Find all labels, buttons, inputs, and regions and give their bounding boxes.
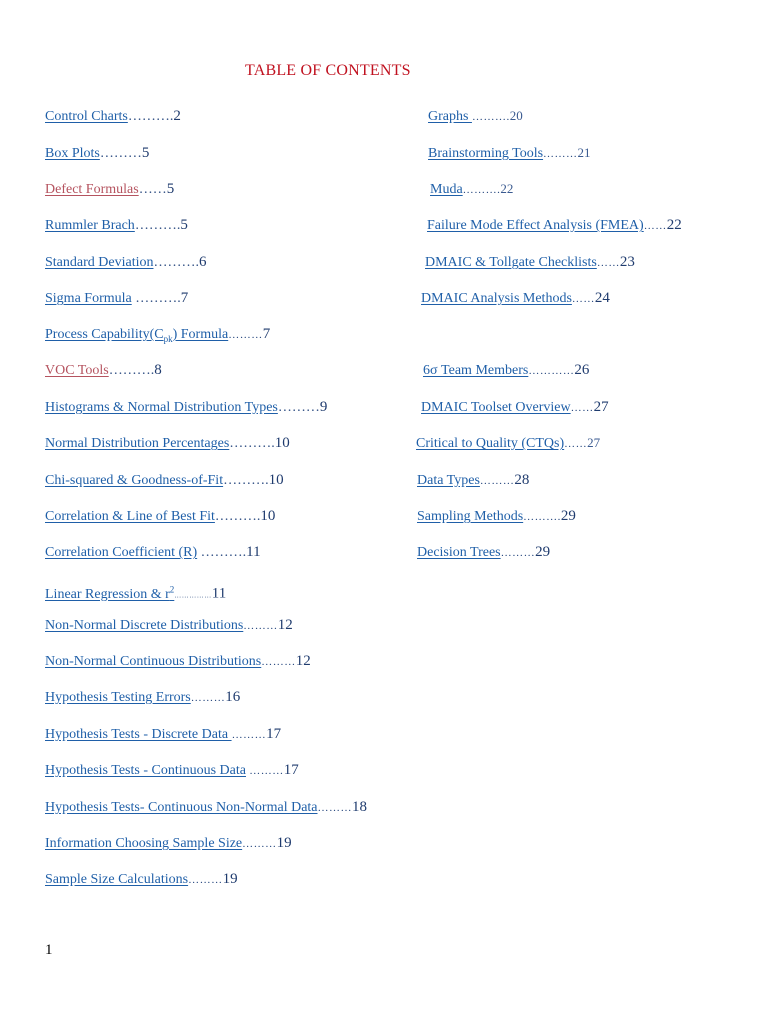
leader-dots: ……… [242,838,277,850]
toc-entry-defect-formulas [45,180,174,199]
leader-dots: ……… [99,146,142,161]
leader-dots: ………. [223,473,269,488]
leader-dots: …… [571,293,595,305]
toc-link[interactable]: Defect Formulas [45,182,139,197]
leader-dots: …… [564,438,588,450]
leader-dots: ………. [462,184,501,196]
page-ref: 20 [509,108,523,123]
toc-entry-rummler-brach [45,216,188,235]
toc-link[interactable]: Hypothesis Testing Errors [45,690,191,705]
toc-link[interactable]: Non-Normal Continuous Distributions [45,654,262,669]
toc-link[interactable]: Muda [430,182,463,197]
page-number: 1 [45,942,53,958]
page-ref: 7 [262,326,271,342]
leader-dots: ………. [134,218,181,233]
toc-entry-hypothesis-non-normal [45,798,367,817]
toc-entry-non-normal-discrete [45,616,293,635]
toc-link[interactable]: Information Choosing Sample Size [45,836,243,851]
page-ref: 21 [577,145,591,160]
toc-link[interactable]: Failure Mode Effect Analysis (FMEA) [427,218,644,233]
toc-entry-chi-squared [45,471,284,490]
page-ref: 2 [173,108,181,124]
toc-link-text: Linear Regression & r [45,586,170,602]
leader-dots: ……… [190,692,226,704]
toc-entry-normal-distribution-percentages [45,434,290,453]
toc-link[interactable] [45,584,175,602]
page-ref: 6 [198,254,207,270]
toc-link[interactable]: Hypothesis Tests - Continuous Data [45,763,246,778]
toc-entry-correlation-coefficient [45,543,261,562]
leader-dots: ………. [523,511,561,523]
page-ref: 28 [514,472,530,488]
page-ref: 11 [246,544,261,560]
toc-link-text: ) Formula [172,327,229,342]
toc-link[interactable]: Chi-squared & Goodness-of-Fit [45,473,224,488]
toc-entry-graphs [428,107,523,126]
page-ref: 17 [283,762,299,778]
toc-link[interactable]: Control Charts [45,109,128,124]
page-ref: 23 [619,254,635,270]
toc-entry-fmea [427,216,682,235]
page-ref: 18 [352,799,368,815]
toc-entry-non-normal-continuous [45,652,311,671]
leader-dots: ……… [543,148,578,160]
leader-dots: ……… [231,729,267,741]
leader-dots: ……… [261,656,296,668]
leader-dots: ……… [245,765,284,777]
leader-dots: ………… [528,365,575,377]
toc-entry-sampling-methods [417,507,576,526]
page-ref: 10 [260,508,276,524]
toc-entry-ctqs [416,434,600,453]
toc-entry-standard-deviation [45,253,206,272]
leader-dots: ……… [277,400,320,415]
page-ref: 22 [666,217,682,233]
page-ref: 11 [211,585,227,602]
leader-dots: ………. [214,509,261,524]
toc-entry-brainstorming-tools [428,144,591,163]
toc-link[interactable]: 6σ Team Members [423,363,529,378]
leader-dots: ……… [479,475,515,487]
leader-dots: ……… [188,874,223,886]
toc-link[interactable]: DMAIC Analysis Methods [421,291,572,306]
toc-entry-linear-regression [45,580,226,605]
toc-link[interactable]: Box Plots [45,146,100,161]
leader-dots: …… [596,257,620,269]
toc-link[interactable]: Hypothesis Tests - Discrete Data [45,727,232,742]
toc-link[interactable]: Hypothesis Tests- Continuous Non-Normal Data [45,800,318,815]
toc-entry-process-capability [45,325,270,348]
page-ref: 22 [500,181,514,196]
toc-link[interactable]: Histograms & Normal Distribution Types [45,400,278,415]
page-ref: 19 [276,835,292,851]
toc-entry-dmaic-toolset [421,398,609,417]
leader-dots: …… [570,402,594,414]
toc-link[interactable]: Correlation Coefficient (R) [45,545,198,560]
toc-link[interactable]: Brainstorming Tools [428,146,544,161]
page-ref: 27 [593,399,609,415]
toc-link[interactable]: Sampling Methods [417,509,524,524]
toc-entry-decision-trees [417,543,550,562]
leader-dots: ………. [127,109,174,124]
page-ref: 5 [166,181,175,197]
subscript: pk [163,333,173,344]
leader-dots: ……… [243,620,278,632]
leader-dots: ………. [108,363,155,378]
page-ref: 29 [560,508,576,524]
leader-dots: ………. [131,291,181,306]
page-ref: 8 [154,362,162,378]
toc-entry-histograms [45,398,327,417]
superscript: 2 [169,584,175,594]
leader-dots: ………. [197,545,247,560]
toc-link[interactable]: Data Types [417,473,480,488]
toc-entry-dmaic-analysis [421,289,610,308]
toc-link-text: Process Capability(C [45,327,164,342]
toc-link[interactable]: Non-Normal Discrete Distributions [45,618,244,633]
toc-entry-control-charts [45,107,181,126]
page-ref: 17 [266,726,282,742]
leader-dots: …………… [174,591,212,600]
leader-dots: ……… [228,329,263,341]
toc-link[interactable]: Correlation & Line of Best Fit [45,509,215,524]
page-ref: 10 [274,435,290,451]
toc-link[interactable]: Sample Size Calculations [45,872,189,887]
toc-link[interactable] [45,327,228,342]
leader-dots: ………. [471,111,510,123]
toc-entry-voc-tools [45,361,162,380]
page-ref: 5 [141,145,150,161]
leader-dots: ………. [229,436,275,451]
page-ref: 16 [225,689,241,705]
page-ref: 12 [277,617,293,633]
toc-link[interactable]: Critical to Quality (CTQs) [416,436,565,451]
toc-entry-box-plots [45,144,149,163]
page-ref: 27 [587,435,601,450]
toc-link[interactable]: Rummler Brach [45,218,135,233]
toc-entry-hypothesis-discrete [45,725,281,744]
toc-link[interactable]: Graphs [428,109,472,124]
toc-link[interactable]: DMAIC & Tollgate Checklists [425,255,597,270]
toc-link[interactable]: Decision Trees [417,545,501,560]
toc-link[interactable]: Normal Distribution Percentages [45,436,230,451]
page-ref: 5 [180,217,188,233]
toc-entry-dmaic-tollgate [425,253,635,272]
page-ref: 26 [574,362,590,378]
page-ref: 12 [295,653,311,669]
toc-entry-hypothesis-continuous [45,761,299,780]
page-ref: 10 [268,472,284,488]
leader-dots: …… [643,220,667,232]
page-ref: 29 [535,544,551,560]
page-title: TABLE OF CONTENTS [245,62,411,79]
page-ref: 7 [180,290,189,306]
toc-entry-data-types [417,471,529,490]
leader-dots: ………. [153,255,199,270]
page-ref: 24 [594,290,610,306]
toc-entry-team-members [423,361,589,380]
toc-entry-muda [430,180,513,199]
toc-entry-sample-size-calculations [45,870,238,889]
page-ref: 9 [319,399,328,415]
toc-entry-hypothesis-testing-errors [45,688,240,707]
toc-link[interactable]: Sigma Formula [45,291,132,306]
toc-entry-information-sample-size [45,834,292,853]
toc-entry-correlation-line [45,507,275,526]
toc-entry-sigma-formula [45,289,188,308]
leader-dots: ……… [317,802,353,814]
page-ref: 19 [222,871,238,887]
leader-dots: ……… [500,547,536,559]
toc-link[interactable]: VOC Tools [45,363,109,378]
toc-link[interactable]: Standard Deviation [45,255,154,270]
leader-dots: …… [138,182,167,197]
toc-link[interactable]: DMAIC Toolset Overview [421,400,571,415]
